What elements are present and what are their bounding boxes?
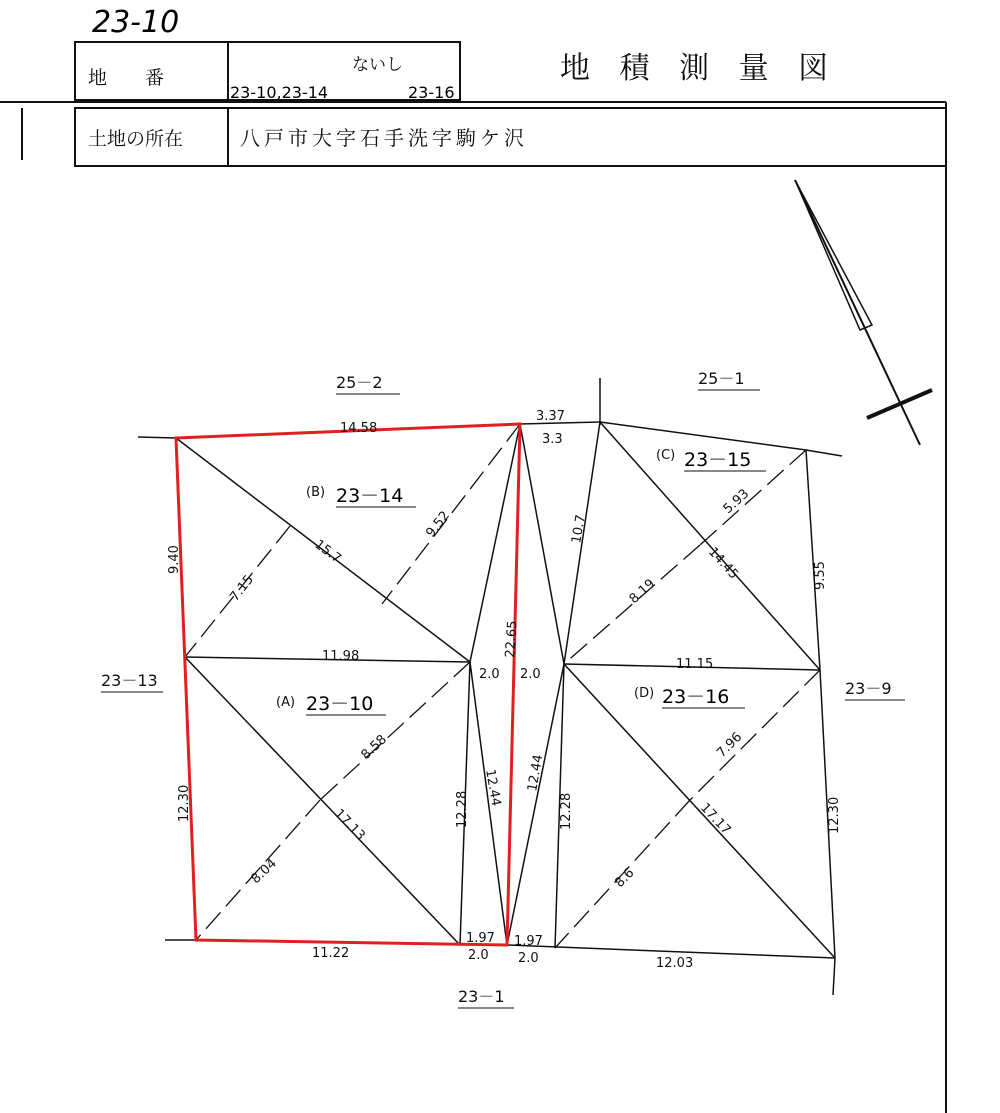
dim-ab-line: 11.98 [322,649,360,664]
dim-top-mid-b: 3.3 [542,432,563,447]
parcel-d-lot: 23－16 [662,686,730,708]
dim-long-22-65: 22.65 [503,620,521,659]
parcel-a-letter: (A) [276,695,296,710]
dim-c-perp2: 8.19 [626,576,659,607]
lot-number-note: ないし [352,55,403,75]
dim-strip-12-44-a: 12.44 [482,768,504,808]
dim-cd-line: 11.15 [676,657,714,672]
location-label: 土地の所在 [88,128,184,150]
dim-b-west: 9.40 [167,545,182,574]
dim-d-perp2: 8.6 [612,865,638,891]
neighbor-east: 23－9 [845,679,892,698]
dim-mid-2-0-a: 2.0 [479,667,500,682]
dim-bot-1-97-a: 1.97 [466,931,495,946]
dim-strip-12-28-a: 12.28 [455,790,470,828]
parcel-a-lot: 23－10 [306,693,374,715]
lot-number-label: 地 番 [88,67,165,89]
dim-d-diag: 17.17 [697,800,734,838]
dim-d-bottom: 12.03 [656,956,694,971]
parcel-b-lot: 23－14 [336,485,404,507]
dim-d-perp: 7.96 [714,729,746,761]
dim-a-diag: 17.13 [331,806,368,844]
north-arrow-icon [795,180,932,445]
neighbor-north-right: 25－1 [698,369,745,388]
dim-c-perp: 5.93 [720,486,753,517]
dim-a-west: 12.30 [177,784,192,822]
dim-mid-2-0-b: 2.0 [520,667,541,682]
dim-bot-2-0-a: 2.0 [468,948,489,963]
dim-d-east: 12.30 [827,796,842,834]
dim-a-perp: 8.58 [358,732,390,763]
dim-strip-12-28-b: 12.28 [559,792,574,830]
parcel-c-lot: 23－15 [684,449,752,471]
dim-mid-10-7: 10.7 [569,513,589,545]
dim-b-diag: 15.7 [311,537,344,567]
parcel-b-letter: (B) [306,485,326,500]
handwritten-reference: 23-10 [92,5,180,40]
dim-b-top: 14.58 [340,421,378,436]
dim-b-perp1: 7.15 [227,572,257,605]
dim-c-east: 9.55 [813,561,828,590]
parcel-c-letter: (C) [656,448,676,463]
dim-strip-12-44-b: 12.44 [525,753,547,793]
parcel-d-letter: (D) [634,686,655,701]
dim-top-mid-a: 3.37 [536,409,565,424]
dim-bot-1-97-b: 1.97 [514,934,543,949]
dim-a-bottom: 11.22 [312,946,350,961]
lot-number-from: 23-10,23-14 [230,83,329,102]
dim-c-diag: 14.45 [705,544,742,583]
lot-number-to: 23-16 [408,83,455,102]
location-value: 八戸市大字石手洗字駒ケ沢 [240,126,528,150]
dim-a-perp2: 8.04 [248,856,280,887]
neighbor-north-left: 25－2 [336,373,383,392]
neighbor-south: 23－1 [458,987,505,1006]
dim-bot-2-0-b: 2.0 [518,951,539,966]
dim-b-perp2: 9.52 [423,508,453,541]
page-title: 地 積 測 量 図 [560,51,839,86]
neighbor-west: 23－13 [101,671,158,690]
